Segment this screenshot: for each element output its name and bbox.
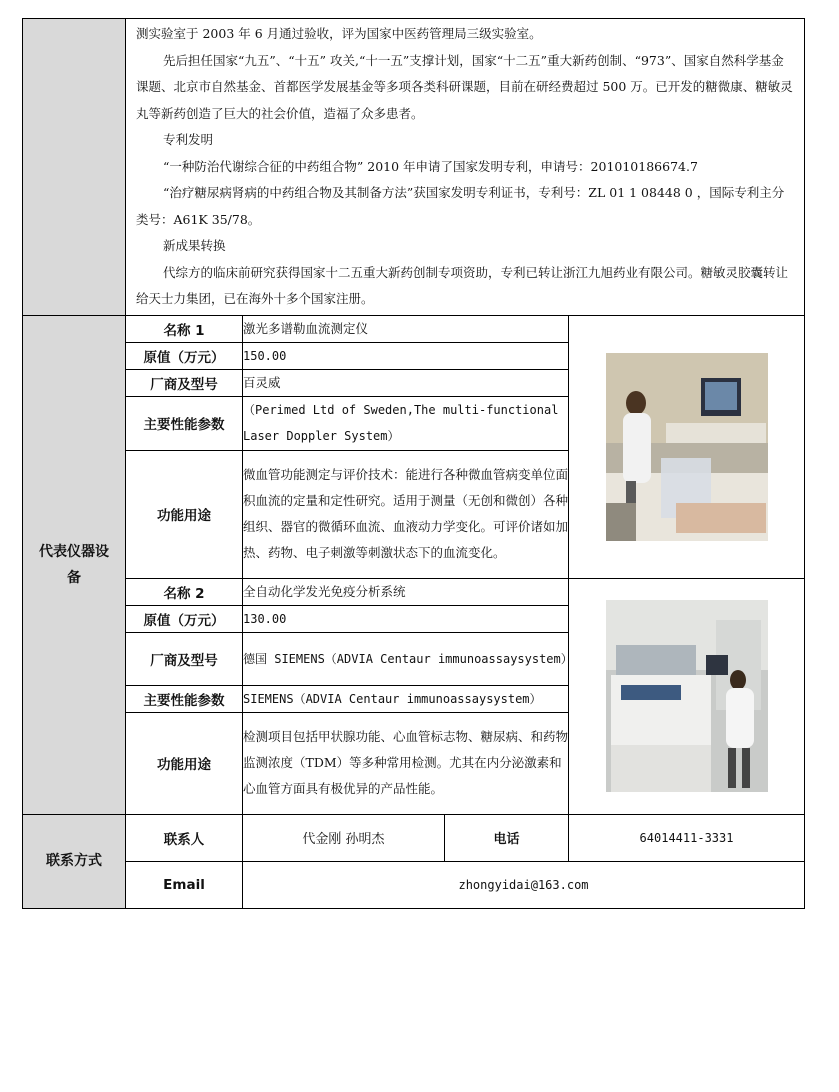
equipment-photo-cell — [569, 315, 805, 578]
equipment-params: （Perimed Ltd of Sweden,The multi-functional Laser Doppler System） — [243, 396, 569, 450]
equipment-use: 检测项目包括甲状腺功能、心血管标志物、糖尿病、和药物监测浓度（TDM）等多种常用检测。尤其在内分泌激素和心血管方面具有极优异的产品性能。 — [243, 712, 569, 814]
intro-paragraph: 测实验室于 2003 年 6 月通过验收，评为国家中医药管理局三级实验室。 — [136, 26, 542, 41]
equipment-name-label: 名称 1 — [126, 315, 243, 342]
contact-person: 代金刚 孙明杰 — [243, 814, 445, 861]
equipment-params-label: 主要性能参数 — [126, 685, 243, 712]
contact-phone: 64014411-3331 — [569, 814, 805, 861]
equipment-maker-label: 厂商及型号 — [126, 369, 243, 396]
immunoassay-photo — [606, 600, 768, 792]
patent-heading: 专利发明 — [163, 132, 214, 147]
equipment-use-label: 功能用途 — [126, 712, 243, 814]
equipment-section-label: 代表仪器设备 — [23, 315, 126, 814]
equipment-photo-cell — [569, 578, 805, 814]
equipment-name: 激光多谱勒血流测定仪 — [243, 315, 569, 342]
contact-email[interactable]: zhongyidai@163.com — [243, 861, 805, 908]
contact-phone-label: 电话 — [445, 814, 569, 861]
equipment-value-label: 原值（万元） — [126, 605, 243, 632]
intro-row — [23, 19, 805, 316]
transfer-heading: 新成果转换 — [163, 238, 226, 253]
intro-text — [126, 19, 804, 315]
laser-doppler-photo — [606, 353, 768, 541]
intro-paragraph: 先后担任国家“九五”、“十五” 攻关,“十一五”支撑计划，国家“十二五”重大新药创制、“973”、国家自然科学基金课题、北京市自然基金、首都医学发展基金等多项各类科研课题，目前在研经费超过 500 万。已开发的糖微康、糖敏灵丸等新药创造了巨大的社会价值，造福了众多患者。 — [136, 52, 793, 121]
equipment-use-label: 功能用途 — [126, 450, 243, 578]
equipment-name: 全自动化学发光免疫分析系统 — [243, 578, 569, 605]
equipment-name-label: 名称 2 — [126, 578, 243, 605]
patent-item: “治疗糖尿病肾病的中药组合物及其制备方法”获国家发明专利证书，专利号：ZL 01 1 08448 0 ，国际专利主分类号：A61K 35/78。 — [136, 185, 785, 227]
equipment-params-label: 主要性能参数 — [126, 396, 243, 450]
equipment-use: 微血管功能测定与评价技术：能进行各种微血管病变单位面积血流的定量和定性研究。适用于测量（无创和微创）各种组织、器官的微循环血流、血液动力学变化。可评价诸如加热、药物、电子刺激等刺激状态下的血流变化。 — [243, 450, 569, 578]
equipment-maker-label: 厂商及型号 — [126, 632, 243, 685]
equipment-maker: 百灵威 — [243, 369, 569, 396]
contact-person-label: 联系人 — [126, 814, 243, 861]
transfer-item: 代综方的临床前研究获得国家十二五重大新药创制专项资助，专利已转让浙江九旭药业有限公司。糖敏灵胶囊转让给天士力集团，已在海外十多个国家注册。 — [136, 264, 789, 306]
equipment-value: 130.00 — [243, 605, 569, 632]
equipment-maker: 德国 SIEMENS（ADVIA Centaur immunoassaysystem） — [243, 632, 569, 685]
equipment-params: SIEMENS（ADVIA Centaur immunoassaysystem） — [243, 685, 569, 712]
patent-item: “一种防治代谢综合征的中药组合物” 2010 年申请了国家发明专利，申请号：201010186674.7 — [163, 158, 698, 174]
equipment-value: 150.00 — [243, 342, 569, 369]
intro-text-cell — [126, 19, 805, 316]
intro-label-cell — [23, 19, 126, 316]
contact-section-label: 联系方式 — [23, 814, 126, 908]
equipment-value-label: 原值（万元） — [126, 342, 243, 369]
contact-email-label: Email — [126, 861, 243, 908]
info-table — [22, 18, 805, 909]
